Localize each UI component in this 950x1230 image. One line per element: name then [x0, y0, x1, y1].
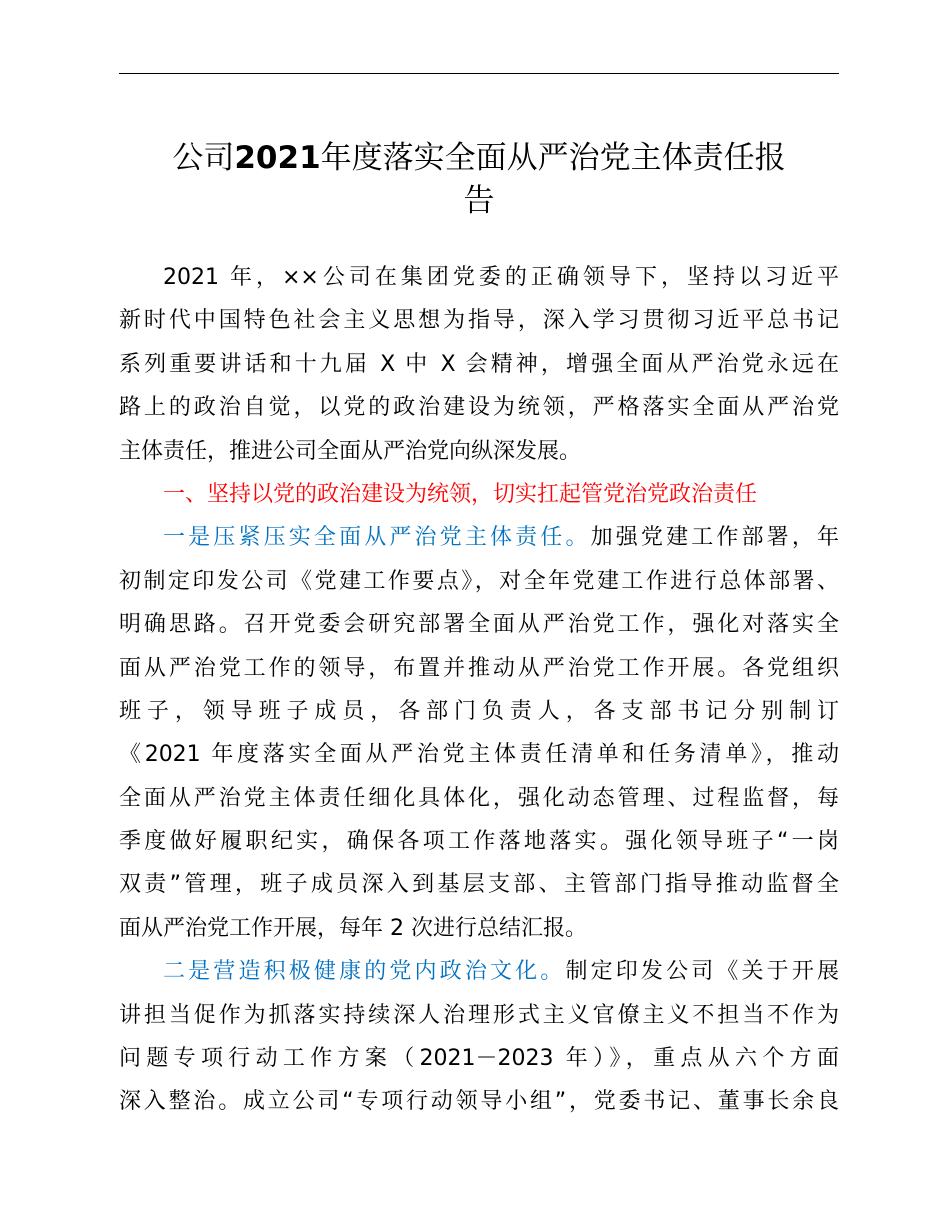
- point-1-line: 面从严治党工作开展，每年 2 次进行总结汇报。: [119, 915, 587, 941]
- header-rule: [119, 73, 839, 74]
- point-1-line: 明确思路。召开党委会研究部署全面从严治党工作，强化对落实全: [119, 612, 839, 638]
- title-line-1: [119, 134, 839, 177]
- intro-line: 系列重要讲话和十九届 X 中 X 会精神，增强全面从严治党永远在: [119, 351, 839, 377]
- point-1-line: 全面从严治党主体责任细化具体化，强化动态管理、过程监督，每: [119, 785, 839, 811]
- point-1-line: 班子，领导班子成员，各部门负责人，各支部书记分别制订: [119, 698, 839, 724]
- point-2-first-line-text: 制定印发公司《关于开展: [565, 959, 839, 985]
- point-1-line: 初制定印发公司《党建工作要点》，对全年党建工作进行总体部署、: [119, 568, 839, 594]
- intro-line: 2021 年，××公司在集团党委的正确领导下，坚持以习近平: [163, 265, 839, 290]
- point-1-line: 面从严治党工作的领导，布置并推动从严治党工作开展。各党组织: [119, 655, 839, 681]
- intro-line: 路上的政治自觉，以党的政治建设为统领，严格落实全面从严治党: [119, 395, 839, 421]
- point-1-heading: 一是压紧压实全面从严治党主体责任。: [163, 525, 591, 551]
- section-1-heading: 一、坚持以党的政治建设为统领，切实扛起管党治党政治责任: [163, 481, 758, 507]
- title-line-2: 告: [463, 183, 495, 220]
- point-1-first-line-text: 加强党建工作部署，年: [590, 525, 839, 551]
- title-year: 2021: [234, 140, 321, 176]
- point-1-line: 季度做好履职纪实，确保各项工作落地落实。强化领导班子“一岗: [119, 829, 839, 855]
- title-rest: 年度落实全面从严治党主体责任报: [320, 140, 786, 176]
- point-2-line: 问题专项行动工作方案（2021－2023 年）》，重点从六个方面: [119, 1046, 839, 1072]
- point-1-line: 双责”管理，班子成员深入到基层支部、主管部门指导推动监督全: [119, 872, 839, 898]
- point-2-first-line: [119, 950, 839, 993]
- document-title: [119, 134, 839, 221]
- point-1-line: 《2021 年度落实全面从严治党主体责任清单和任务清单》，推动: [119, 742, 839, 768]
- point-1-first-line: [119, 516, 839, 559]
- title-prefix: 公司: [172, 140, 235, 176]
- point-2-line: 讲担当促作为抓落实持续深人治理形式主义官僚主义不担当不作为: [119, 1002, 839, 1028]
- point-2-line: 深入整治。成立公司“专项行动领导小组”，党委书记、董事长余良: [119, 1089, 839, 1115]
- document-body: [119, 256, 839, 1124]
- point-2-heading: 二是营造积极健康的党内政治文化。: [163, 959, 566, 985]
- intro-line: 主体责任，推进公司全面从严治党向纵深发展。: [119, 438, 582, 464]
- intro-line: 新时代中国特色社会主义思想为指导，深入学习贯彻习近平总书记: [119, 308, 839, 334]
